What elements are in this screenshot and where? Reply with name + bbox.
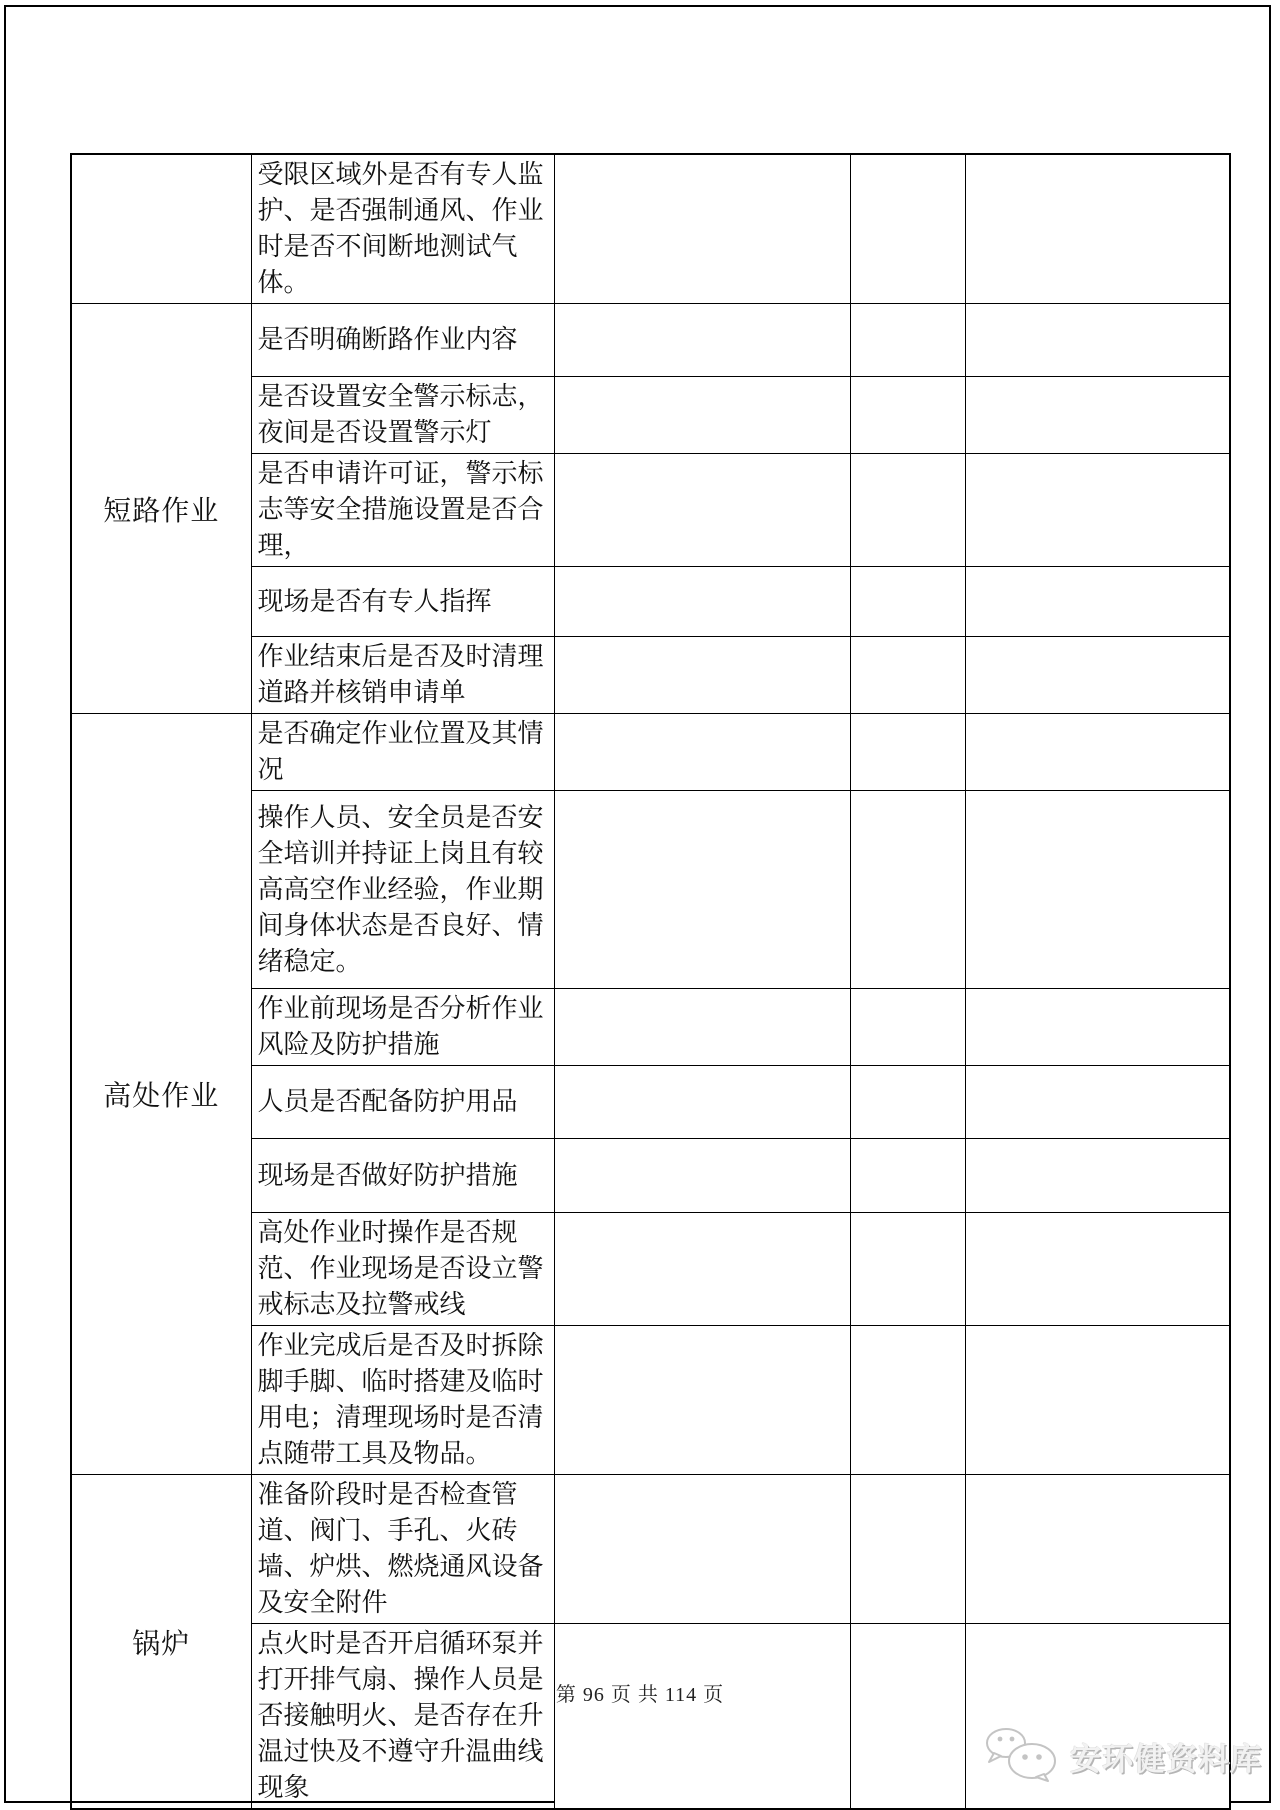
checklist-item: 点火时是否开启循环泵并打开排气扇、操作人员是否接触明火、是否存在升温过快及不遵守升温曲线现象	[251, 1624, 554, 1810]
empty-cell	[965, 1066, 1230, 1139]
checklist-item: 操作人员、安全员是否安全培训并持证上岗且有较高高空作业经验，作业期间身体状态是否良好、情绪稳定。	[251, 791, 554, 989]
empty-cell	[965, 377, 1230, 454]
empty-cell	[554, 1326, 850, 1475]
empty-cell	[965, 791, 1230, 989]
empty-cell	[554, 714, 850, 791]
empty-cell	[850, 1213, 965, 1326]
table-row	[71, 714, 1230, 791]
watermark-brand-text: 安环健资料库	[1070, 1742, 1262, 1777]
empty-cell	[965, 1139, 1230, 1213]
category-cell-work-at-height: 高处作业	[71, 714, 251, 1475]
empty-cell	[554, 637, 850, 714]
empty-cell	[965, 454, 1230, 567]
empty-cell	[965, 1326, 1230, 1475]
checklist-item: 高处作业时操作是否规范、作业现场是否设立警戒标志及拉警戒线	[251, 1213, 554, 1326]
empty-cell	[850, 304, 965, 377]
empty-cell	[850, 377, 965, 454]
checklist-item: 是否申请许可证，警示标志等安全措施设置是否合理，	[251, 454, 554, 567]
empty-cell	[554, 454, 850, 567]
checklist-item: 作业前现场是否分析作业风险及防护措施	[251, 989, 554, 1066]
category-cell-continued	[71, 154, 251, 304]
empty-cell	[965, 154, 1230, 304]
empty-cell	[850, 1139, 965, 1213]
empty-cell	[965, 1475, 1230, 1624]
footer-page-number: 第 96 页 共 114 页	[555, 1684, 725, 1706]
empty-cell	[850, 1066, 965, 1139]
empty-cell	[850, 454, 965, 567]
checklist-item: 作业完成后是否及时拆除脚手脚、临时搭建及临时用电；清理现场时是否清点随带工具及物品。	[251, 1326, 554, 1475]
empty-cell	[850, 154, 965, 304]
table-row	[71, 154, 1230, 304]
checklist-item: 准备阶段时是否检查管道、阀门、手孔、火砖墙、炉烘、燃烧通风设备及安全附件	[251, 1475, 554, 1624]
checklist-item: 是否设置安全警示标志，夜间是否设置警示灯	[251, 377, 554, 454]
checklist-item: 作业结束后是否及时清理道路并核销申请单	[251, 637, 554, 714]
empty-cell	[554, 1139, 850, 1213]
empty-cell	[850, 1475, 965, 1624]
category-cell-boiler: 锅炉	[71, 1475, 251, 1810]
wechat-bubbles-icon	[982, 1726, 1064, 1787]
safety-checklist-table	[70, 153, 1231, 1810]
empty-cell	[850, 637, 965, 714]
empty-cell	[850, 1326, 965, 1475]
empty-cell	[554, 377, 850, 454]
empty-cell	[850, 1624, 965, 1810]
empty-cell	[554, 154, 850, 304]
checklist-item: 人员是否配备防护用品	[251, 1066, 554, 1139]
table-row	[71, 1475, 1230, 1624]
empty-cell	[965, 1213, 1230, 1326]
empty-cell	[965, 989, 1230, 1066]
checklist-item: 现场是否有专人指挥	[251, 567, 554, 637]
empty-cell	[554, 567, 850, 637]
empty-cell	[965, 637, 1230, 714]
empty-cell	[554, 791, 850, 989]
watermark	[982, 1726, 1262, 1787]
category-cell-road-blocking-work: 短路作业	[71, 304, 251, 714]
empty-cell	[850, 791, 965, 989]
empty-cell	[554, 304, 850, 377]
empty-cell	[850, 567, 965, 637]
empty-cell	[554, 1066, 850, 1139]
empty-cell	[554, 1213, 850, 1326]
checklist-item: 是否确定作业位置及其情况	[251, 714, 554, 791]
empty-cell	[965, 304, 1230, 377]
checklist-item: 现场是否做好防护措施	[251, 1139, 554, 1213]
empty-cell	[554, 1624, 850, 1810]
empty-cell	[554, 1475, 850, 1624]
empty-cell	[554, 989, 850, 1066]
empty-cell	[965, 714, 1230, 791]
empty-cell	[965, 567, 1230, 637]
table-row	[71, 304, 1230, 377]
empty-cell	[850, 989, 965, 1066]
checklist-item: 受限区域外是否有专人监护、是否强制通风、作业时是否不间断地测试气体。	[251, 154, 554, 304]
empty-cell	[850, 714, 965, 791]
checklist-item: 是否明确断路作业内容	[251, 304, 554, 377]
